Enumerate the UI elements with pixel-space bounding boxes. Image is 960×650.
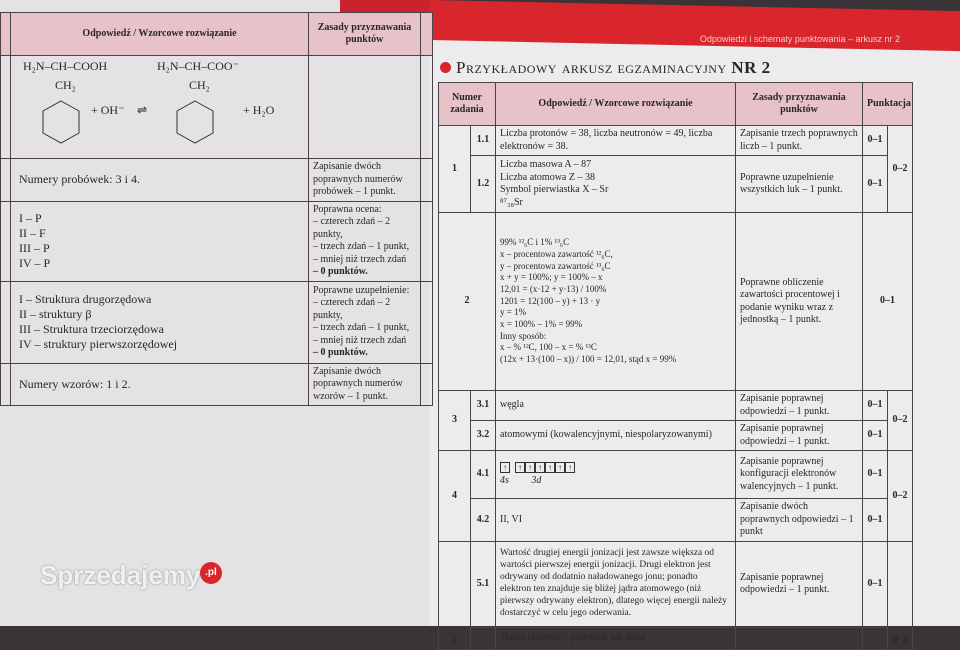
answer-cell: 99% ¹²₆C i 1% ¹³₆C x – procentowa zawartość ¹²₆C, y – procentowa zawartość ¹³₆C x + y = 100%; y = 100% – x 12,01 = (x·12 + y·13) / 100% 1201 = 12(100 – y) + 13 · y y = 1% x = 100% – 1% = 99% Inny sposób: x – % ¹²C, 100 – x = % ¹³C (12x + 13·(100 – x)) / 100 = 12,01, stąd x = 99% [496, 213, 736, 391]
subtask-number: 1.1 [471, 126, 496, 156]
answer-cell: atomowymi (kowalencyjnymi, niespolaryzowanymi) [496, 421, 736, 451]
reactant-formula: H₂N–CH–COOH [23, 59, 108, 73]
rules-cell: Zapisanie trzech poprawnych liczb – 1 punkt. [736, 126, 863, 156]
subtask-number: 3.2 [471, 421, 496, 451]
score-cell: 0–1 [863, 156, 888, 213]
total-score: 0–2 [888, 541, 913, 649]
rules-cell: Zapisanie dwóch poprawnych numerów wzorów – 1 punkt. [309, 363, 421, 406]
task-number: 5 [439, 541, 471, 649]
answer-header: Odpowiedź / Wzorcowe rozwiązanie [11, 13, 309, 56]
ch2-group: CH₂ [189, 78, 210, 92]
rules-cell: Zapisanie poprawnej konfiguracji elektronów walencyjnych – 1 punkt. [736, 451, 863, 499]
total-score: 0–2 [888, 391, 913, 451]
ch2-group: CH₂ [55, 78, 76, 92]
rules-cell: Poprawne uzupełnienie wszystkich luk – 1 punkt. [736, 156, 863, 213]
subtask-number: 4.2 [471, 499, 496, 542]
score-cell: 0–1 [863, 541, 888, 627]
score-header: Punktacja [863, 83, 913, 126]
score-cell: 0–1 [863, 391, 888, 421]
watermark-badge: .pl [200, 562, 222, 584]
answer-cell: Liczba protonów = 38, liczba neutronów = 49, liczba elektronów = 38. [496, 126, 736, 156]
task-number: 4 [439, 451, 471, 542]
answer-cell: Liczba masowa A – 87 Liczba atomowa Z – 38 Symbol pierwiastka X – Sr ⁸⁷₃₈Sr [496, 156, 736, 213]
rules-cell: Zapisanie poprawnej odpowiedzi – 1 punkt. [736, 541, 863, 627]
left-answer-table [0, 12, 433, 406]
rules-cell: Zapisanie poprawnej odpowiedzi – 1 punkt. [736, 391, 863, 421]
rules-header: Zasady przyznawania punktów [309, 13, 421, 56]
rules-header: Zasady przyznawania punktów [736, 83, 863, 126]
rules-cell: Zapisanie poprawnej odpowiedzi – 1 punkt. [736, 421, 863, 451]
task-number: 3 [439, 391, 471, 451]
subtask-number: 4.1 [471, 451, 496, 499]
water: + H₂O [243, 103, 275, 117]
equilibrium-arrow: ⇌ [137, 103, 148, 117]
running-head: Odpowiedzi i schematy punktowania – arkusz nr 2 [699, 34, 900, 44]
task-number: 2 [439, 213, 496, 391]
answer-cell: I – Struktura drugorzędowa II – struktury β III – Struktura trzeciorzędowa IV – struktury pierwszorzędowej [11, 281, 309, 363]
answer-cell: Wartość drugiej energii jonizacji jest zawsze większa od wartości pierwszej energii jonizacji. Drugi elektron jest odrywany od dodatnio naładowanego jonu; ponadto elektron ten znajduje się bliżej jądra atomowego (niż pierwszy odrywany elektron), dlatego więcej energii należy dostarczyć w celu jego oderwania. [496, 541, 736, 627]
score-cell: 0–1 [863, 451, 888, 499]
benzene-ring-icon [41, 97, 81, 147]
subtask-number: 1.2 [471, 156, 496, 213]
score-cell: 0–1 [863, 421, 888, 451]
score-cell: 0–1 [863, 499, 888, 542]
rules-cell: Poprawna ocena: – czterech zdań – 2 punkty, – trzech zdań – 1 punkt, – mniej niż trzech zdań – 0 punktów. [309, 201, 421, 281]
task-number: 1 [439, 126, 471, 213]
answer-cell: II, VI [496, 499, 736, 542]
total-score: 0–2 [888, 451, 913, 542]
score-cell: 0–1 [863, 126, 888, 156]
subtask-number: 5.1 [471, 541, 496, 627]
rules-cell: Poprawne obliczenie zawartości procentowej i podanie wyniku wraz z jednostką – 1 punkt. [736, 213, 863, 391]
rules-cell: Poprawne uzupełnienie: – czterech zdań – 2 punkty, – trzech zdań – 1 punkt, – mniej niż trzech zdań – 0 punktów. [309, 281, 421, 363]
answer-cell: Trzeci elektron – podobnie jak drugi [496, 627, 736, 649]
product-formula: H₂N–CH–COO⁻ [157, 59, 239, 73]
rules-cell: Zapisanie dwóch poprawnych numerów probówek – 1 punkt. [309, 159, 421, 202]
subtask-number: 3.1 [471, 391, 496, 421]
answer-cell: Numery wzorów: 1 i 2. [11, 363, 309, 406]
answer-cell: Numery probówek: 3 i 4. [11, 159, 309, 202]
total-score: 0–2 [888, 126, 913, 213]
right-answer-table [438, 82, 913, 650]
answer-cell: I – P II – F III – P IV – P [11, 201, 309, 281]
orbital-diagram: ↑ ↑ ↑ ↑ ↑ ↑ ↑ 4s 3d [496, 451, 736, 499]
rules-cell: Zapisanie dwóch poprawnych odpowiedzi – 1 punkt [736, 499, 863, 542]
page-title: Przykładowy arkusz egzaminacyjny NR 2 [440, 58, 771, 78]
answer-cell: węgla [496, 391, 736, 421]
bullet-icon [440, 62, 451, 73]
hydroxide: + OH⁻ [91, 103, 125, 117]
answer-header: Odpowiedź / Wzorcowe rozwiązanie [496, 83, 736, 126]
score-cell: 0–1 [863, 213, 913, 391]
benzene-ring-icon [175, 97, 215, 147]
reaction-cell [11, 56, 309, 159]
watermark: Sprzedajemy [40, 560, 201, 590]
number-header: Numer zadania [439, 83, 496, 126]
